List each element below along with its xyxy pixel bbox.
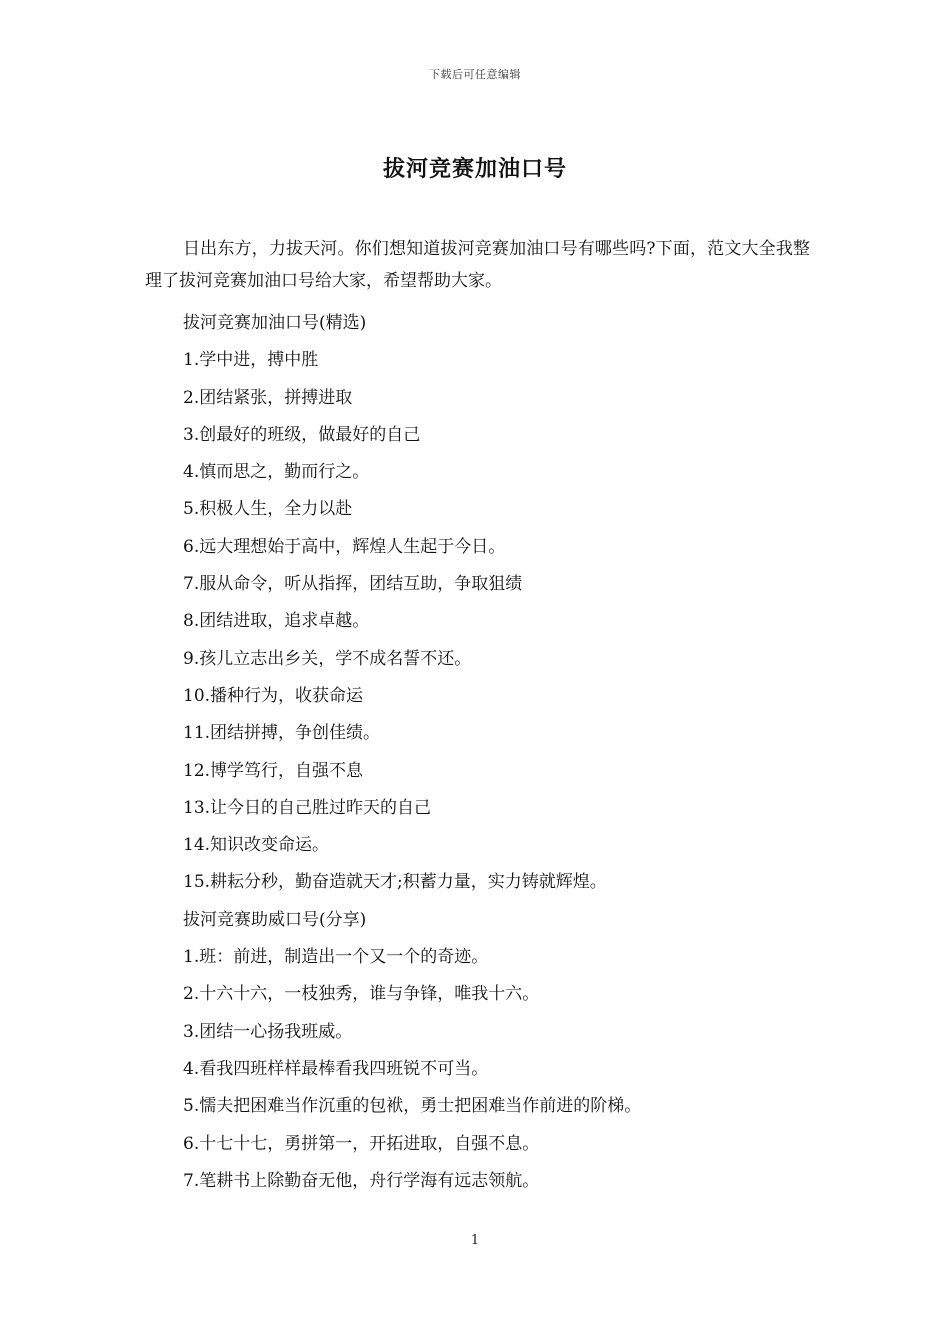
list-item: 6.远大理想始于高中，辉煌人生起于今日。 bbox=[183, 536, 506, 557]
list-item: 2.团结紧张，拼搏进取 bbox=[183, 387, 353, 408]
list-item: 5.积极人生，全力以赴 bbox=[183, 499, 353, 520]
list-item: 5.懦夫把困难当作沉重的包袱，勇士把困难当作前进的阶梯。 bbox=[183, 1096, 642, 1117]
list-item: 1.学中进，搏中胜 bbox=[183, 350, 319, 371]
list-item: 10.播种行为，收获命运 bbox=[183, 685, 364, 706]
intro-paragraph: 日出东方，力拔天河。你们想知道拔河竞赛加油口号有哪些吗?下面，范文大全我整理了拔河竞赛加油口号给大家，希望帮助大家。 bbox=[145, 239, 810, 291]
list-item: 12.博学笃行，自强不息 bbox=[183, 760, 364, 781]
document-body bbox=[145, 233, 810, 1200]
section-heading: 拔河竞赛助威口号(分享) bbox=[183, 909, 367, 930]
list-item: 2.十六十六，一枝独秀，谁与争锋，唯我十六。 bbox=[183, 984, 540, 1005]
header-note: 下载后可任意编辑 bbox=[429, 68, 521, 81]
section-heading: 拔河竞赛加油口号(精选) bbox=[183, 313, 367, 333]
list-item: 8.团结进取，追求卓越。 bbox=[183, 611, 370, 632]
list-item: 14.知识改变命运。 bbox=[183, 835, 330, 856]
list-item: 7.服从命令，听从指挥，团结互助，争取狙绩 bbox=[183, 574, 523, 595]
list-item: 6.十七十七，勇拼第一，开拓进取，自强不息。 bbox=[183, 1133, 540, 1154]
list-item: 1.班：前进，制造出一个又一个的奇迹。 bbox=[183, 947, 489, 968]
page-title: 拔河竞赛加油口号 bbox=[382, 156, 567, 182]
section-support-slogans bbox=[145, 902, 810, 1200]
list-item: 7.笔耕书上除勤奋无他，舟行学海有远志领航。 bbox=[183, 1170, 540, 1191]
list-item: 15.耕耘分秒，勤奋造就天才;积蓄力量，实力铸就辉煌。 bbox=[183, 872, 607, 893]
list-item: 11.团结拼搏，争创佳绩。 bbox=[183, 723, 381, 744]
list-item: 3.创最好的班级，做最好的自己 bbox=[183, 424, 421, 445]
section-cheer-slogans bbox=[145, 305, 810, 902]
list-item: 3.团结一心扬我班威。 bbox=[183, 1021, 353, 1042]
list-item: 4.慎而思之，勤而行之。 bbox=[183, 462, 370, 483]
list-item: 4.看我四班样样最棒看我四班锐不可当。 bbox=[183, 1058, 489, 1079]
list-item: 13.让今日的自己胜过昨天的自己 bbox=[183, 797, 432, 818]
list-item: 9.孩儿立志出乡关，学不成名誓不还。 bbox=[183, 648, 472, 669]
page-number: 1 bbox=[470, 1233, 480, 1248]
